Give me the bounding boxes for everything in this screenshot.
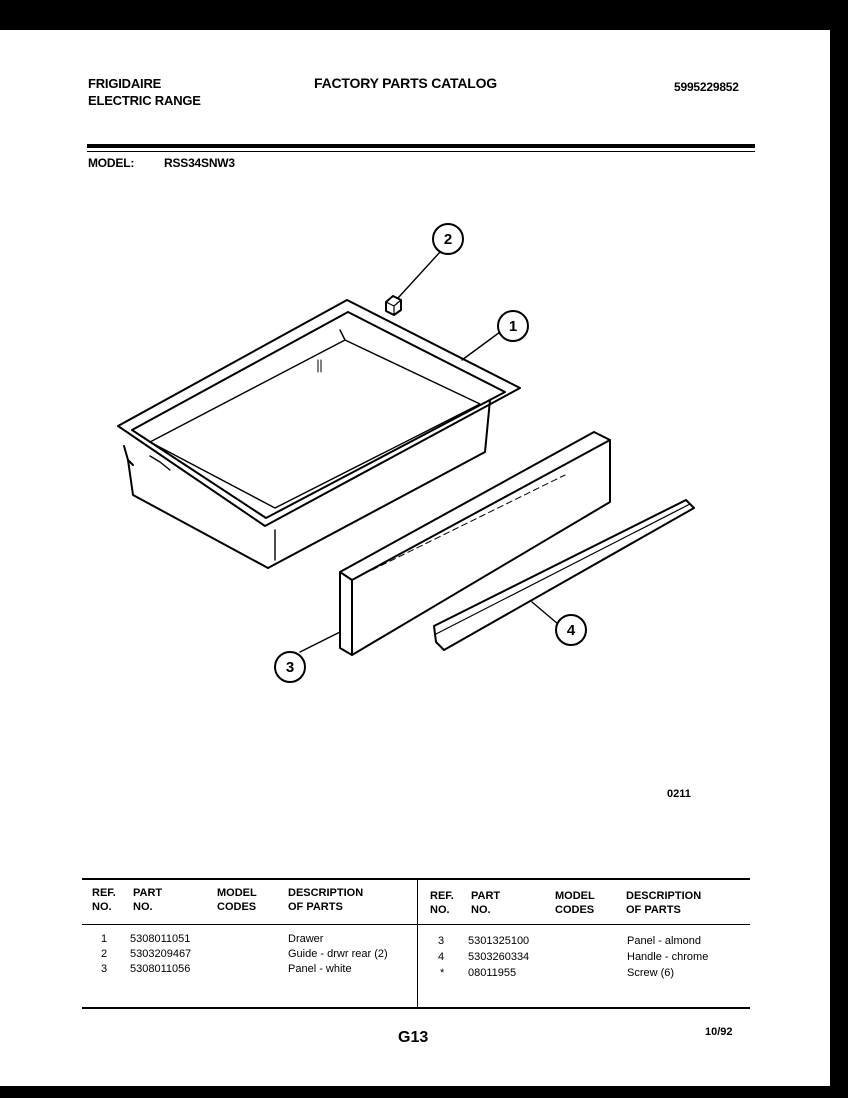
catalog-number: 5995229852 bbox=[674, 80, 739, 94]
ref-no: 4 bbox=[438, 951, 445, 963]
table-row bbox=[0, 934, 830, 949]
ref-no: 1 bbox=[101, 933, 108, 945]
leader-line-1 bbox=[462, 332, 500, 360]
table-row bbox=[0, 950, 830, 965]
catalog-title: FACTORY PARTS CATALOG bbox=[314, 75, 497, 91]
part-no: 08011955 bbox=[468, 967, 517, 979]
table-row bbox=[0, 966, 830, 981]
description: Guide - drwr rear (2) bbox=[288, 948, 388, 960]
callout-3-label: 3 bbox=[285, 659, 295, 676]
header-part-no-right: PART NO. bbox=[471, 890, 501, 916]
ref-no: 3 bbox=[101, 963, 108, 975]
model-number: RSS34SNW3 bbox=[164, 156, 235, 170]
header-ref-no-right: REF. NO. bbox=[430, 890, 454, 916]
page-code: G13 bbox=[398, 1029, 429, 1046]
header-part-no-left: PART NO. bbox=[133, 887, 163, 913]
table-header-rule bbox=[82, 924, 750, 925]
header-description-left: DESCRIPTION OF PARTS bbox=[288, 887, 364, 913]
description: Screw (6) bbox=[627, 967, 675, 979]
part-no: 5303209467 bbox=[130, 948, 192, 960]
description: Drawer bbox=[288, 933, 324, 945]
ref-no: 2 bbox=[101, 948, 108, 960]
drawer-part bbox=[118, 300, 520, 568]
part-no: 5308011056 bbox=[130, 963, 191, 975]
description: Panel - white bbox=[288, 963, 352, 975]
revision-date: 10/92 bbox=[705, 1026, 733, 1038]
header-model-codes-right: MODEL CODES bbox=[555, 890, 595, 916]
brand-name: FRIGIDAIRE bbox=[88, 76, 162, 91]
leader-line-4 bbox=[532, 602, 558, 624]
guide-part bbox=[386, 296, 401, 315]
callout-4-label: 4 bbox=[566, 622, 576, 639]
exploded-parts-diagram bbox=[0, 30, 830, 790]
callout-2-label: 2 bbox=[443, 231, 453, 248]
table-top-rule bbox=[82, 878, 750, 880]
product-type: ELECTRIC RANGE bbox=[88, 93, 201, 108]
part-no: 5303260334 bbox=[468, 951, 530, 963]
callout-1-label: 1 bbox=[508, 318, 518, 335]
header-model-codes-left: MODEL CODES bbox=[217, 887, 257, 913]
part-no: 5301325100 bbox=[468, 935, 530, 947]
leader-line-2 bbox=[398, 252, 440, 298]
ref-no: * bbox=[440, 967, 445, 979]
table-bottom-rule bbox=[82, 1007, 750, 1009]
description: Panel - almond bbox=[627, 935, 701, 947]
header-ref-no-left: REF. NO. bbox=[92, 887, 116, 913]
header-description-right: DESCRIPTION OF PARTS bbox=[626, 890, 702, 916]
figure-code: 0211 bbox=[667, 788, 691, 800]
catalog-page bbox=[0, 30, 830, 1086]
leader-line-3 bbox=[300, 632, 340, 652]
model-label: MODEL: bbox=[88, 156, 135, 170]
ref-no: 3 bbox=[438, 935, 445, 947]
part-no: 5308011051 bbox=[130, 933, 191, 945]
description: Handle - chrome bbox=[627, 951, 709, 963]
